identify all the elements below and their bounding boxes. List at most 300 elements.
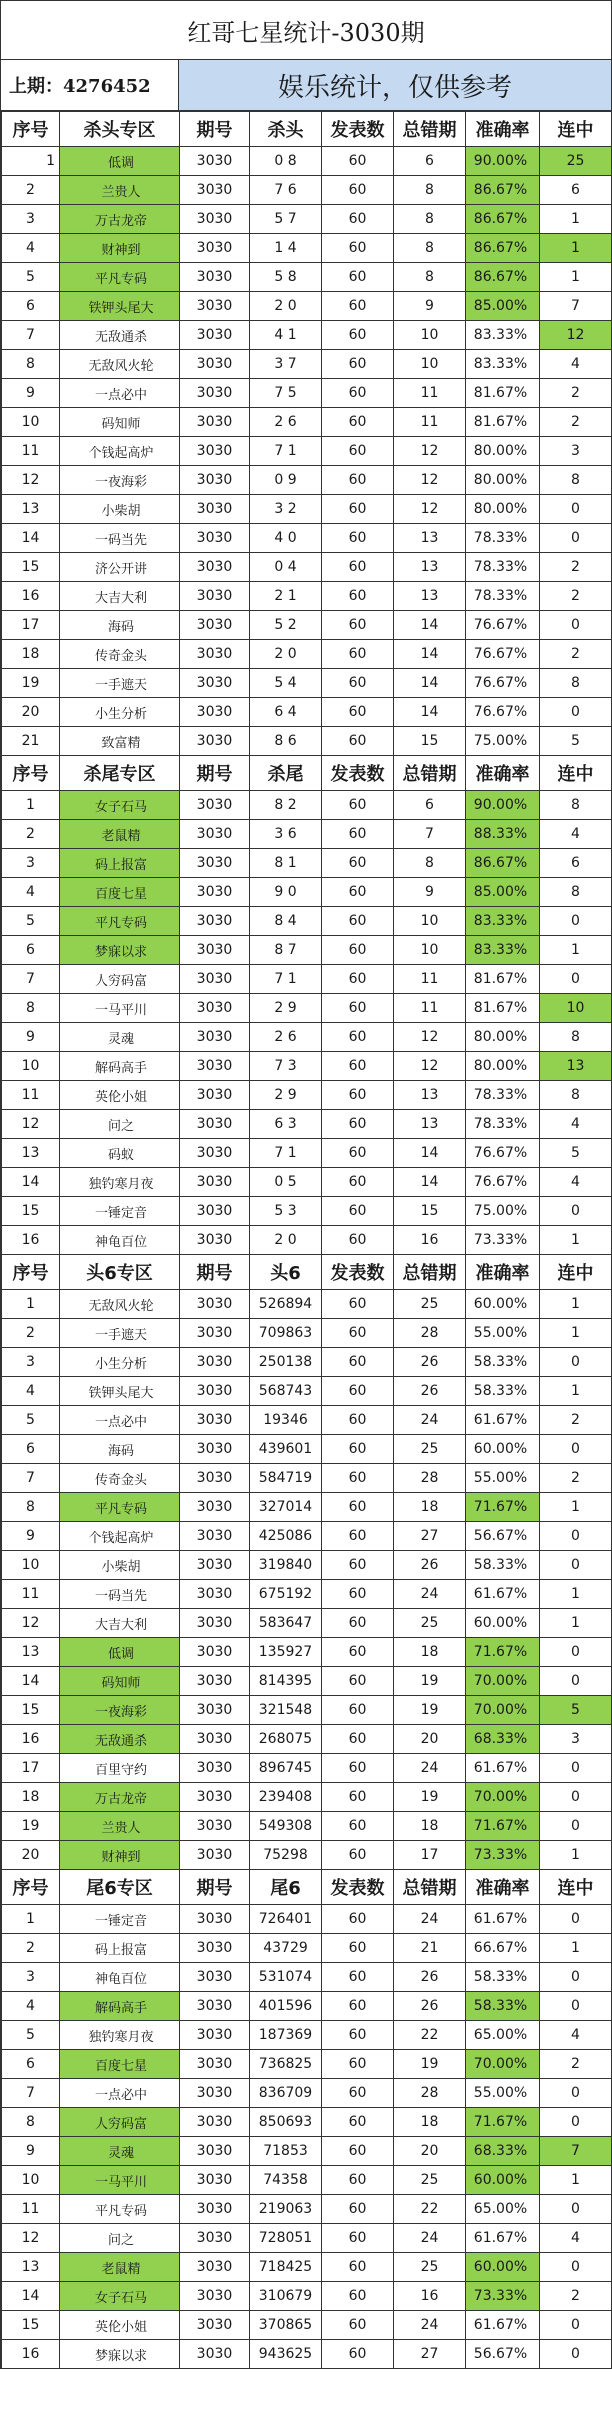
row-period: 3030	[180, 1812, 250, 1841]
row-streak: 4	[540, 1168, 612, 1197]
row-name: 大吉大利	[60, 1609, 180, 1638]
row-period: 3030	[180, 1110, 250, 1139]
row-errors: 12	[394, 466, 466, 495]
row-streak: 7	[540, 2137, 612, 2166]
row-errors: 18	[394, 1493, 466, 1522]
row-index: 13	[2, 1638, 60, 1667]
row-period: 3030	[180, 2050, 250, 2079]
row-errors: 27	[394, 1522, 466, 1551]
row-posts: 60	[322, 1905, 394, 1934]
row-name: 个钱起高炉	[60, 437, 180, 466]
row-accuracy: 58.33%	[466, 1963, 540, 1992]
row-errors: 8	[394, 205, 466, 234]
table-row	[2, 849, 612, 878]
row-number: 6 3	[250, 1110, 322, 1139]
header-streak: 连中	[540, 756, 612, 791]
row-name: 独钓寒月夜	[60, 2021, 180, 2050]
row-number: 6 4	[250, 698, 322, 727]
row-number: 583647	[250, 1609, 322, 1638]
row-number: 7 6	[250, 176, 322, 205]
header-accuracy: 准确率	[466, 112, 540, 147]
row-streak: 8	[540, 466, 612, 495]
row-period: 3030	[180, 849, 250, 878]
row-period: 3030	[180, 1406, 250, 1435]
table-row	[2, 1841, 612, 1870]
row-accuracy: 60.00%	[466, 1435, 540, 1464]
row-number: 7 3	[250, 1052, 322, 1081]
row-posts: 60	[322, 234, 394, 263]
row-accuracy: 73.33%	[466, 1841, 540, 1870]
row-accuracy: 86.67%	[466, 176, 540, 205]
row-streak: 2	[540, 1464, 612, 1493]
row-posts: 60	[322, 1464, 394, 1493]
row-errors: 6	[394, 147, 466, 176]
row-index: 6	[2, 2050, 60, 2079]
table-row	[2, 2050, 612, 2079]
table-row	[2, 1493, 612, 1522]
header-period: 期号	[180, 756, 250, 791]
row-number: 850693	[250, 2108, 322, 2137]
row-number: 8 6	[250, 727, 322, 756]
row-posts: 60	[322, 263, 394, 292]
row-index: 1	[2, 1905, 60, 1934]
row-index: 17	[2, 1754, 60, 1783]
row-errors: 19	[394, 1667, 466, 1696]
row-streak: 0	[540, 1963, 612, 1992]
row-posts: 60	[322, 1493, 394, 1522]
row-period: 3030	[180, 437, 250, 466]
row-errors: 14	[394, 669, 466, 698]
row-streak: 4	[540, 820, 612, 849]
row-number: 3 2	[250, 495, 322, 524]
row-number: 7 1	[250, 965, 322, 994]
row-index: 14	[2, 2282, 60, 2311]
row-errors: 21	[394, 1934, 466, 1963]
row-posts: 60	[322, 1696, 394, 1725]
header-posts: 发表数	[322, 112, 394, 147]
table-row	[2, 1110, 612, 1139]
row-period: 3030	[180, 669, 250, 698]
table-row	[2, 1522, 612, 1551]
table-row	[2, 878, 612, 907]
row-period: 3030	[180, 2021, 250, 2050]
row-name: 低调	[60, 147, 180, 176]
table-row	[2, 350, 612, 379]
row-number: 2 6	[250, 1023, 322, 1052]
row-name: 码蚁	[60, 1139, 180, 1168]
row-errors: 13	[394, 524, 466, 553]
row-errors: 10	[394, 350, 466, 379]
table-row	[2, 1963, 612, 1992]
row-streak: 4	[540, 350, 612, 379]
row-accuracy: 60.00%	[466, 1290, 540, 1319]
row-streak: 0	[540, 1812, 612, 1841]
row-index: 8	[2, 2108, 60, 2137]
page-title: 红哥七星统计-3030期	[1, 0, 611, 60]
row-posts: 60	[322, 1168, 394, 1197]
row-errors: 9	[394, 878, 466, 907]
row-streak: 2	[540, 2050, 612, 2079]
row-posts: 60	[322, 907, 394, 936]
row-period: 3030	[180, 2195, 250, 2224]
row-index: 20	[2, 1841, 60, 1870]
header-index: 序号	[2, 1255, 60, 1290]
row-number: 3 6	[250, 820, 322, 849]
row-errors: 24	[394, 1406, 466, 1435]
row-period: 3030	[180, 1197, 250, 1226]
row-number: 439601	[250, 1435, 322, 1464]
row-accuracy: 83.33%	[466, 907, 540, 936]
row-accuracy: 60.00%	[466, 2253, 540, 2282]
row-index: 9	[2, 1522, 60, 1551]
row-number: 8 1	[250, 849, 322, 878]
row-posts: 60	[322, 1580, 394, 1609]
row-accuracy: 58.33%	[466, 1377, 540, 1406]
table-row	[2, 1464, 612, 1493]
row-accuracy: 61.67%	[466, 1754, 540, 1783]
row-errors: 26	[394, 1992, 466, 2021]
row-period: 3030	[180, 1464, 250, 1493]
row-number: 4 1	[250, 321, 322, 350]
row-errors: 14	[394, 640, 466, 669]
row-accuracy: 83.33%	[466, 350, 540, 379]
row-name: 一手遮天	[60, 669, 180, 698]
row-errors: 18	[394, 2108, 466, 2137]
table-row	[2, 1081, 612, 1110]
table-row	[2, 994, 612, 1023]
row-period: 3030	[180, 1934, 250, 1963]
row-number: 8 4	[250, 907, 322, 936]
row-name: 神龟百位	[60, 1226, 180, 1255]
row-accuracy: 81.67%	[466, 408, 540, 437]
row-period: 3030	[180, 147, 250, 176]
row-period: 3030	[180, 582, 250, 611]
row-accuracy: 86.67%	[466, 234, 540, 263]
row-index: 15	[2, 1696, 60, 1725]
row-errors: 26	[394, 1377, 466, 1406]
row-name: 平凡专码	[60, 263, 180, 292]
row-posts: 60	[322, 437, 394, 466]
table-row	[2, 1406, 612, 1435]
row-period: 3030	[180, 1522, 250, 1551]
table-row	[2, 263, 612, 292]
row-index: 1	[2, 147, 60, 176]
row-period: 3030	[180, 1348, 250, 1377]
row-period: 3030	[180, 907, 250, 936]
row-index: 7	[2, 321, 60, 350]
row-posts: 60	[322, 321, 394, 350]
row-number: 43729	[250, 1934, 322, 1963]
row-posts: 60	[322, 495, 394, 524]
row-streak: 2	[540, 640, 612, 669]
header-number: 头6	[250, 1255, 322, 1290]
row-posts: 60	[322, 1812, 394, 1841]
section-header-row	[2, 1870, 612, 1905]
row-streak: 4	[540, 2224, 612, 2253]
row-streak: 0	[540, 2253, 612, 2282]
row-errors: 8	[394, 176, 466, 205]
row-index: 21	[2, 727, 60, 756]
header-zone: 尾6专区	[60, 1870, 180, 1905]
row-name: 无敌通杀	[60, 321, 180, 350]
row-errors: 18	[394, 1812, 466, 1841]
row-index: 10	[2, 1052, 60, 1081]
row-streak: 1	[540, 205, 612, 234]
row-name: 一码当先	[60, 1580, 180, 1609]
row-name: 大吉大利	[60, 582, 180, 611]
row-name: 铁钾头尾大	[60, 1377, 180, 1406]
row-streak: 7	[540, 292, 612, 321]
row-name: 女子石马	[60, 2282, 180, 2311]
table-row	[2, 1934, 612, 1963]
row-posts: 60	[322, 1081, 394, 1110]
row-index: 19	[2, 669, 60, 698]
row-accuracy: 73.33%	[466, 1226, 540, 1255]
section-header-row	[2, 1255, 612, 1290]
row-period: 3030	[180, 936, 250, 965]
row-posts: 60	[322, 1667, 394, 1696]
row-name: 平凡专码	[60, 1493, 180, 1522]
row-errors: 28	[394, 1464, 466, 1493]
row-posts: 60	[322, 1963, 394, 1992]
row-number: 726401	[250, 1905, 322, 1934]
row-errors: 12	[394, 495, 466, 524]
row-number: 0 9	[250, 466, 322, 495]
disclaimer-note: 娱乐统计，仅供参考	[179, 60, 611, 110]
row-posts: 60	[322, 994, 394, 1023]
row-errors: 25	[394, 1609, 466, 1638]
table-row	[2, 466, 612, 495]
row-name: 致富精	[60, 727, 180, 756]
row-index: 7	[2, 2079, 60, 2108]
row-streak: 1	[540, 1377, 612, 1406]
row-index: 15	[2, 1197, 60, 1226]
row-errors: 10	[394, 321, 466, 350]
row-streak: 0	[540, 907, 612, 936]
row-streak: 5	[540, 727, 612, 756]
row-period: 3030	[180, 994, 250, 1023]
row-period: 3030	[180, 495, 250, 524]
row-period: 3030	[180, 408, 250, 437]
row-number: 8 2	[250, 791, 322, 820]
row-name: 小生分析	[60, 698, 180, 727]
row-posts: 60	[322, 1934, 394, 1963]
row-name: 一马平川	[60, 994, 180, 1023]
row-number: 2 1	[250, 582, 322, 611]
row-name: 人穷码富	[60, 2108, 180, 2137]
row-name: 灵魂	[60, 1023, 180, 1052]
row-accuracy: 90.00%	[466, 791, 540, 820]
row-index: 4	[2, 878, 60, 907]
row-streak: 1	[540, 234, 612, 263]
row-name: 百度七星	[60, 878, 180, 907]
row-period: 3030	[180, 1638, 250, 1667]
row-number: 814395	[250, 1667, 322, 1696]
row-number: 3 7	[250, 350, 322, 379]
table-row	[2, 1812, 612, 1841]
row-index: 14	[2, 1168, 60, 1197]
row-streak: 0	[540, 524, 612, 553]
row-index: 13	[2, 1139, 60, 1168]
row-errors: 18	[394, 1638, 466, 1667]
row-streak: 1	[540, 1493, 612, 1522]
row-index: 3	[2, 1963, 60, 1992]
row-accuracy: 65.00%	[466, 2021, 540, 2050]
row-index: 14	[2, 1667, 60, 1696]
row-accuracy: 71.67%	[466, 2108, 540, 2137]
row-errors: 25	[394, 2253, 466, 2282]
row-index: 13	[2, 495, 60, 524]
row-accuracy: 81.67%	[466, 965, 540, 994]
row-posts: 60	[322, 640, 394, 669]
row-period: 3030	[180, 1725, 250, 1754]
row-index: 11	[2, 437, 60, 466]
row-posts: 60	[322, 1290, 394, 1319]
row-name: 百度七星	[60, 2050, 180, 2079]
table-row	[2, 1638, 612, 1667]
row-posts: 60	[322, 292, 394, 321]
row-posts: 60	[322, 466, 394, 495]
row-number: 19346	[250, 1406, 322, 1435]
row-streak: 2	[540, 408, 612, 437]
row-accuracy: 55.00%	[466, 1319, 540, 1348]
row-period: 3030	[180, 1841, 250, 1870]
row-name: 码上报富	[60, 849, 180, 878]
row-accuracy: 76.67%	[466, 669, 540, 698]
row-name: 平凡专码	[60, 907, 180, 936]
row-index: 3	[2, 1348, 60, 1377]
row-index: 2	[2, 176, 60, 205]
row-index: 2	[2, 820, 60, 849]
row-number: 0 8	[250, 147, 322, 176]
row-accuracy: 76.67%	[466, 1168, 540, 1197]
row-errors: 19	[394, 1696, 466, 1725]
row-index: 2	[2, 1319, 60, 1348]
row-index: 12	[2, 1110, 60, 1139]
row-accuracy: 70.00%	[466, 2050, 540, 2079]
row-number: 239408	[250, 1783, 322, 1812]
row-errors: 6	[394, 791, 466, 820]
row-streak: 5	[540, 1696, 612, 1725]
row-number: 2 6	[250, 408, 322, 437]
row-posts: 60	[322, 350, 394, 379]
row-number: 675192	[250, 1580, 322, 1609]
row-name: 无敌风火轮	[60, 1290, 180, 1319]
row-posts: 60	[322, 1348, 394, 1377]
row-name: 无敌风火轮	[60, 350, 180, 379]
table-row	[2, 2137, 612, 2166]
row-number: 4 0	[250, 524, 322, 553]
row-errors: 12	[394, 1023, 466, 1052]
row-name: 问之	[60, 1110, 180, 1139]
table-row	[2, 640, 612, 669]
row-name: 人穷码富	[60, 965, 180, 994]
row-name: 财神到	[60, 234, 180, 263]
row-number: 5 7	[250, 205, 322, 234]
row-period: 3030	[180, 640, 250, 669]
row-period: 3030	[180, 791, 250, 820]
table-row	[2, 907, 612, 936]
row-period: 3030	[180, 1290, 250, 1319]
row-name: 一夜海彩	[60, 1696, 180, 1725]
row-errors: 26	[394, 1348, 466, 1377]
row-index: 5	[2, 2021, 60, 2050]
row-period: 3030	[180, 1052, 250, 1081]
row-posts: 60	[322, 1052, 394, 1081]
row-period: 3030	[180, 553, 250, 582]
row-accuracy: 55.00%	[466, 1464, 540, 1493]
row-errors: 17	[394, 1841, 466, 1870]
row-errors: 25	[394, 1290, 466, 1319]
row-period: 3030	[180, 1493, 250, 1522]
row-errors: 8	[394, 234, 466, 263]
row-period: 3030	[180, 1696, 250, 1725]
row-number: 836709	[250, 2079, 322, 2108]
row-streak: 1	[540, 936, 612, 965]
row-streak: 1	[540, 1226, 612, 1255]
row-period: 3030	[180, 1783, 250, 1812]
row-period: 3030	[180, 1609, 250, 1638]
row-errors: 15	[394, 727, 466, 756]
row-index: 18	[2, 640, 60, 669]
row-number: 2 0	[250, 640, 322, 669]
row-index: 7	[2, 965, 60, 994]
row-errors: 15	[394, 1197, 466, 1226]
row-period: 3030	[180, 878, 250, 907]
row-errors: 11	[394, 408, 466, 437]
row-accuracy: 81.67%	[466, 994, 540, 1023]
row-name: 济公开讲	[60, 553, 180, 582]
row-index: 2	[2, 1934, 60, 1963]
row-accuracy: 55.00%	[466, 2079, 540, 2108]
header-accuracy: 准确率	[466, 756, 540, 791]
row-errors: 11	[394, 379, 466, 408]
row-errors: 28	[394, 2079, 466, 2108]
row-name: 小生分析	[60, 1348, 180, 1377]
row-index: 8	[2, 1493, 60, 1522]
row-index: 6	[2, 292, 60, 321]
row-period: 3030	[180, 1226, 250, 1255]
row-streak: 1	[540, 1290, 612, 1319]
header-posts: 发表数	[322, 756, 394, 791]
row-accuracy: 56.67%	[466, 2340, 540, 2369]
row-streak: 1	[540, 2166, 612, 2195]
row-accuracy: 70.00%	[466, 1696, 540, 1725]
table-row	[2, 1319, 612, 1348]
row-name: 梦寐以求	[60, 2340, 180, 2369]
row-index: 11	[2, 2195, 60, 2224]
row-name: 梦寐以求	[60, 936, 180, 965]
row-period: 3030	[180, 1963, 250, 1992]
row-posts: 60	[322, 1377, 394, 1406]
row-errors: 14	[394, 698, 466, 727]
row-name: 财神到	[60, 1841, 180, 1870]
row-posts: 60	[322, 1226, 394, 1255]
header-streak: 连中	[540, 1870, 612, 1905]
row-index: 10	[2, 1551, 60, 1580]
row-posts: 60	[322, 849, 394, 878]
row-accuracy: 86.67%	[466, 849, 540, 878]
row-name: 小柴胡	[60, 495, 180, 524]
row-name: 码上报富	[60, 1934, 180, 1963]
row-number: 7 5	[250, 379, 322, 408]
row-posts: 60	[322, 1319, 394, 1348]
row-period: 3030	[180, 2282, 250, 2311]
row-accuracy: 61.67%	[466, 1905, 540, 1934]
row-period: 3030	[180, 379, 250, 408]
table-row	[2, 791, 612, 820]
header-errors: 总错期	[394, 756, 466, 791]
